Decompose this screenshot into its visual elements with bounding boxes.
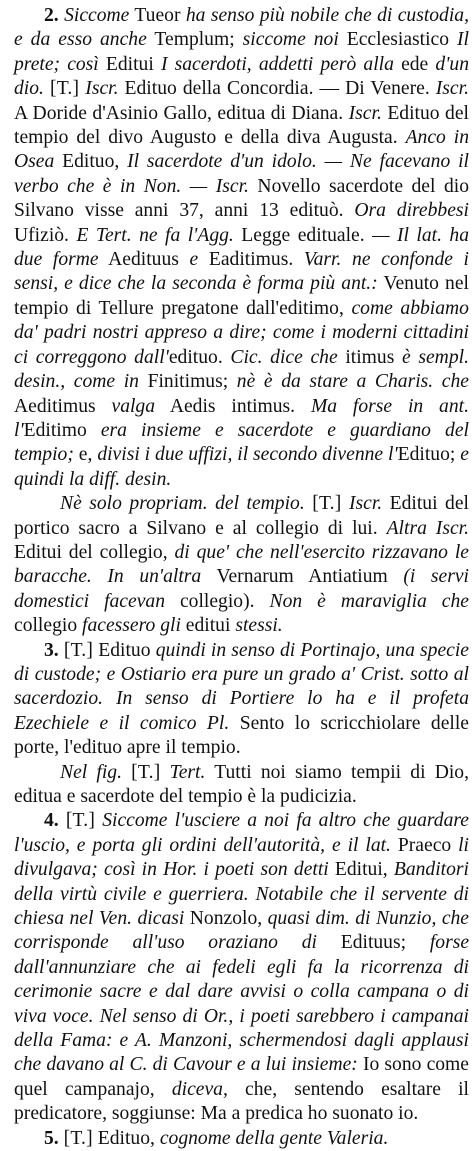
italic-text: E Tert. ne fa l'Agg. (76, 224, 234, 246)
italic-text: Iscr. (348, 102, 382, 124)
italic-text: Non è maraviglia che (269, 590, 469, 612)
italic-text: Il sacerdote d'un idolo. — Ne facevano il verbo che è in Non. — (14, 151, 469, 197)
italic-text: Siccome l'usciere a noi fa altro che guardare l'uscio, e porta gli ordini dell'autorità, e il lat. (14, 810, 469, 856)
sense-5-paragraph (14, 1127, 469, 1151)
roman-text: Editui (105, 53, 154, 75)
italic-text: Tert. (169, 761, 206, 783)
roman-text: Edituo della Concordia. — Di Venere. (124, 78, 430, 100)
roman-text: e, (78, 444, 93, 466)
italic-text: è sempl. desin., come in (14, 346, 469, 393)
roman-text: Aeditimus (14, 395, 96, 417)
roman-text: Edituo (98, 639, 151, 661)
roman-text: Sento lo scricchiolare delle porte, l'edituo apre il tempio. (14, 712, 469, 759)
roman-text: edituo. (168, 346, 223, 368)
roman-text: Novello sacerdote del dio Silvano visse anni 37, anni 13 edituò. (14, 175, 469, 222)
italic-text: Siccome (64, 5, 130, 26)
roman-text: itimus (345, 346, 395, 368)
italic-text: stessi. (235, 615, 283, 637)
roman-text: Vernarum Antiatium (216, 566, 388, 588)
italic-text: Nè solo propriam. del tempio. (60, 493, 305, 515)
roman-text: Ecclesiastico (346, 29, 450, 51)
italic-text: Anco in Osea (14, 127, 470, 173)
italic-text: Altra Iscr. (386, 517, 470, 539)
italic-text: Iscr. (85, 78, 119, 100)
italic-text: diceva, (171, 1078, 228, 1100)
sense-3-subparagraph (14, 761, 469, 810)
roman-text: Editui del portico sacro a Silvano e al collegio di lui. (14, 493, 469, 539)
roman-text: A Doride d'Asinio Gallo, editua di Diana. (14, 102, 344, 124)
italic-text: Ora direbbesi (354, 200, 469, 222)
roman-text: Io sono come quel campanajo, (14, 1054, 469, 1100)
roman-text: Finitimus; (147, 371, 229, 393)
italic-text: ha senso più nobile che di custodia, e da esso anche (14, 5, 469, 51)
italic-text: valga (111, 395, 156, 417)
italic-text: divisi i due uffizi, il secondo divenne l' (97, 444, 398, 466)
sense-number: 5. (44, 1127, 59, 1149)
roman-text: editui (185, 615, 231, 637)
italic-text: Il prete; così (14, 29, 469, 75)
sense-number: 4. (44, 810, 59, 832)
italic-text: quasi dim. di Nunzio, che corrisponde all'uso oraziano di (14, 908, 470, 954)
italic-text: e (189, 249, 199, 271)
roman-text: Aedis intimus. (169, 395, 296, 417)
italic-text: Iscr. (435, 78, 469, 100)
italic-text: quindi in senso di Portinajo, una specie di custode; e Ostiario era pure un grado a' Crist. sotto al sacerdozio. In senso di Portiere lo ha e il profeta Ezechiele e il comico Pl. (14, 639, 470, 734)
tommaseo-marker: [T.] (312, 493, 342, 515)
italic-text: e quindi la diff. desin. (14, 444, 469, 490)
roman-text: Edituus; (340, 932, 407, 954)
roman-text: collegio). (179, 590, 255, 612)
tommaseo-marker: [T.] (131, 761, 161, 783)
roman-text: Eaditimus. (208, 249, 294, 271)
roman-text: Tutti noi siamo tempii di Dio, editua e sacerdote del tempio è la pudicizia. (14, 761, 469, 807)
tommaseo-marker: [T.] (65, 810, 96, 832)
italic-text: Varr. ne confonde i sensi, e dice che la seconda è forma più ant.: (14, 249, 470, 295)
roman-text: Nonzolo, (189, 908, 263, 930)
sense-2-subparagraph (14, 492, 469, 638)
roman-text: ede (401, 53, 429, 75)
tommaseo-marker: [T.] (63, 1127, 93, 1149)
roman-text: Aedituus (108, 249, 179, 271)
sense-number: 2. (44, 5, 59, 26)
roman-text: Legge edituale. (241, 224, 365, 246)
roman-text: Editui del collegio, (14, 541, 168, 563)
italic-text: nè è da stare a Charis. che (236, 371, 469, 393)
italic-text: Cic. dice che (230, 346, 338, 368)
italic-text: li divulgava; così in Hor. i poeti son detti (14, 834, 469, 881)
roman-text: Edituo, (97, 1127, 155, 1149)
roman-text: Edituo del tempio del divo Augusto e della diva Augusta. (14, 102, 469, 149)
italic-text: Iscr. (348, 493, 383, 515)
sense-number: 3. (44, 639, 59, 661)
roman-text: Ufiziò. (14, 224, 69, 246)
roman-text: Editui, (334, 859, 388, 881)
italic-text: Banditori della virtù civile e guerriera. Notabile che il servente di chiesa nel Ven. dicasi (14, 859, 469, 930)
italic-text: — Il lat. ha due forme (14, 224, 470, 271)
italic-text: d'un dio. (14, 53, 469, 100)
roman-text: Edituo; (397, 444, 456, 466)
italic-text: forse dall'annunziare che ai fedeli egli fa la ricorrenza di cerimonie sacre e dal dare avvisi o colla campana o di viva voce. Nel senso di Or., i poeti sarebbero i campanai della Fama: e A. Manzoni, schermendosi dagli applausi che davano al C. di Cavour e a lui insieme: (14, 932, 470, 1076)
roman-text: che, sentendo esaltare il predicatore, soggiunse: Ma a predica ho suonato io. (14, 1078, 469, 1125)
sense-3-paragraph (14, 639, 469, 761)
italic-text: Ma forse in ant. l' (14, 395, 469, 441)
roman-text: Edituo, (62, 151, 120, 173)
tommaseo-marker: [T.] (49, 78, 80, 100)
roman-text: Venuto nel tempio di Tellure pregatone dall'editimo, (14, 273, 469, 319)
roman-text: Templum; (154, 29, 235, 51)
roman-text: Praeco (397, 834, 452, 856)
roman-text: Tueor (134, 5, 181, 26)
sense-2-paragraph (14, 4, 469, 492)
italic-text: (i servi domestici facevan (14, 566, 470, 612)
sense-4-paragraph (14, 809, 469, 1126)
italic-text: cognome della gente Valeria. (159, 1127, 389, 1149)
italic-text: Iscr. (215, 175, 249, 197)
italic-text: era insieme e sacerdote e guardiano del tempio; (14, 419, 469, 466)
italic-text: siccome noi (242, 29, 339, 51)
italic-text: di que' che nell'esercito rizzavano le baracche. In un'altra (14, 541, 469, 588)
roman-text: Editimo (23, 419, 87, 441)
tommaseo-marker: [T.] (63, 639, 94, 661)
italic-text: come abbiamo da' padri nostri appreso a dire; come i moderni cittadini ci correggono dall' (14, 297, 469, 368)
roman-text: collegio (14, 615, 78, 637)
italic-text: Nel fig. (60, 761, 122, 783)
italic-text: facessero gli (82, 615, 181, 637)
italic-text: I sacerdoti, addetti però alla (160, 53, 394, 75)
